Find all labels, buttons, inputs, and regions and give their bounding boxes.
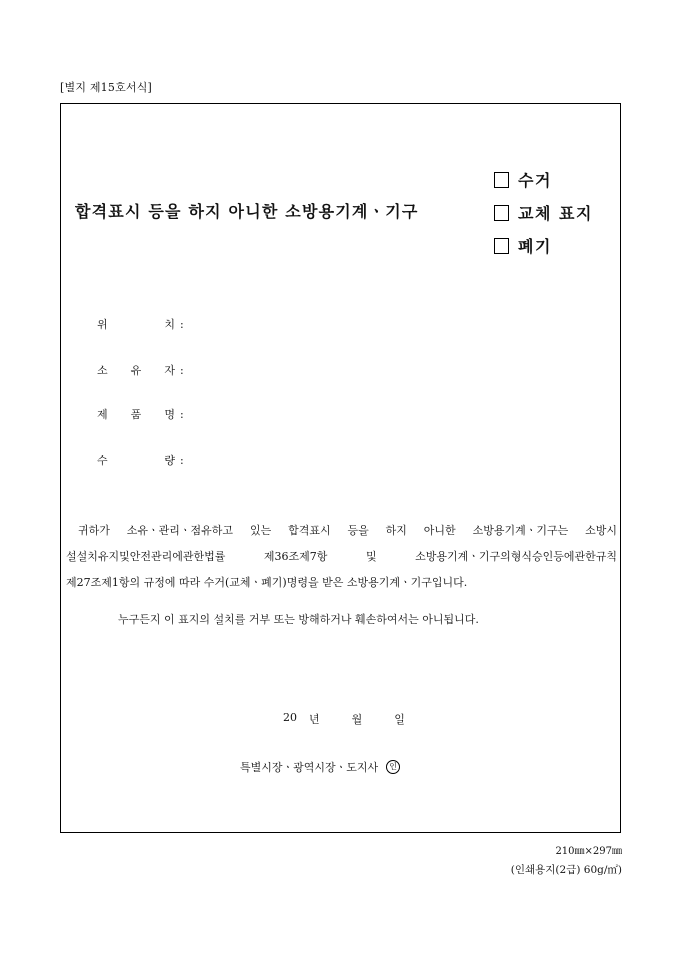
paper-spec: (인쇄용지(2급) 60g/㎡)	[510, 864, 622, 876]
date-line	[283, 711, 405, 727]
field-location-label	[97, 316, 175, 332]
label-char: 수	[97, 454, 108, 467]
option-collect-label: 수거	[518, 171, 552, 190]
date-month-unit: 월	[351, 713, 363, 726]
checkbox-replace-sign[interactable]	[494, 205, 509, 221]
seal-mark: 인	[386, 760, 400, 774]
field-owner-label	[97, 362, 175, 378]
field-colon: :	[180, 363, 184, 377]
checkbox-dispose[interactable]	[494, 238, 509, 254]
option-collect[interactable]	[494, 163, 593, 196]
field-location	[97, 316, 184, 332]
date-year: 20	[283, 711, 297, 724]
body-line: 제27조제1항의 규정에 따라 수거(교체ㆍ폐기)명령을 받은 소방용기계ㆍ기구입니다.	[66, 576, 468, 589]
body-line: 설설치유지및안전관리에관한법률 제36조제7항 및 소방용기계ㆍ기구의형식승인등에관한규칙	[66, 550, 617, 563]
label-char: 자	[164, 364, 175, 377]
issuer-title: 특별시장ㆍ광역시장ㆍ도지사	[240, 761, 379, 774]
label-char: 품	[130, 408, 142, 421]
action-options	[494, 163, 593, 262]
label-char: 량	[164, 454, 175, 467]
notice-body	[66, 518, 617, 596]
body-line: 귀하가 소유ㆍ관리ㆍ점유하고 있는 합격표시 등을 하지 아니한 소방용기계ㆍ기구는 소방시	[78, 524, 617, 537]
label-char: 명	[164, 408, 175, 421]
option-dispose-label: 폐기	[518, 237, 552, 256]
prohibition-notice: 누구든지 이 표지의 설치를 거부 또는 방해하거나 훼손하여서는 아니됩니다.	[118, 613, 479, 626]
label-char: 유	[130, 364, 142, 377]
issuer	[240, 759, 400, 775]
paper-size: 210㎜×297㎜	[555, 846, 622, 857]
field-colon: :	[180, 317, 184, 331]
document-title: 합격표시 등을 하지 아니한 소방용기계ㆍ기구	[75, 202, 419, 221]
field-quantity	[97, 452, 184, 468]
option-replace-sign[interactable]	[494, 196, 593, 229]
label-char: 치	[164, 318, 175, 331]
field-product-name	[97, 406, 184, 422]
field-owner	[97, 362, 184, 378]
field-colon: :	[180, 453, 184, 467]
label-char: 소	[97, 364, 108, 377]
label-char: 위	[97, 318, 108, 331]
form-number: [별지 제15호서식]	[60, 81, 153, 94]
field-product-name-label	[97, 406, 175, 422]
field-quantity-label	[97, 452, 175, 468]
label-char: 제	[97, 408, 108, 421]
option-replace-sign-label: 교체 표지	[518, 204, 593, 223]
date-year-unit: 년	[309, 713, 320, 726]
option-dispose[interactable]	[494, 229, 593, 262]
date-day-unit: 일	[394, 713, 405, 726]
checkbox-collect[interactable]	[494, 172, 509, 188]
field-colon: :	[180, 407, 184, 421]
